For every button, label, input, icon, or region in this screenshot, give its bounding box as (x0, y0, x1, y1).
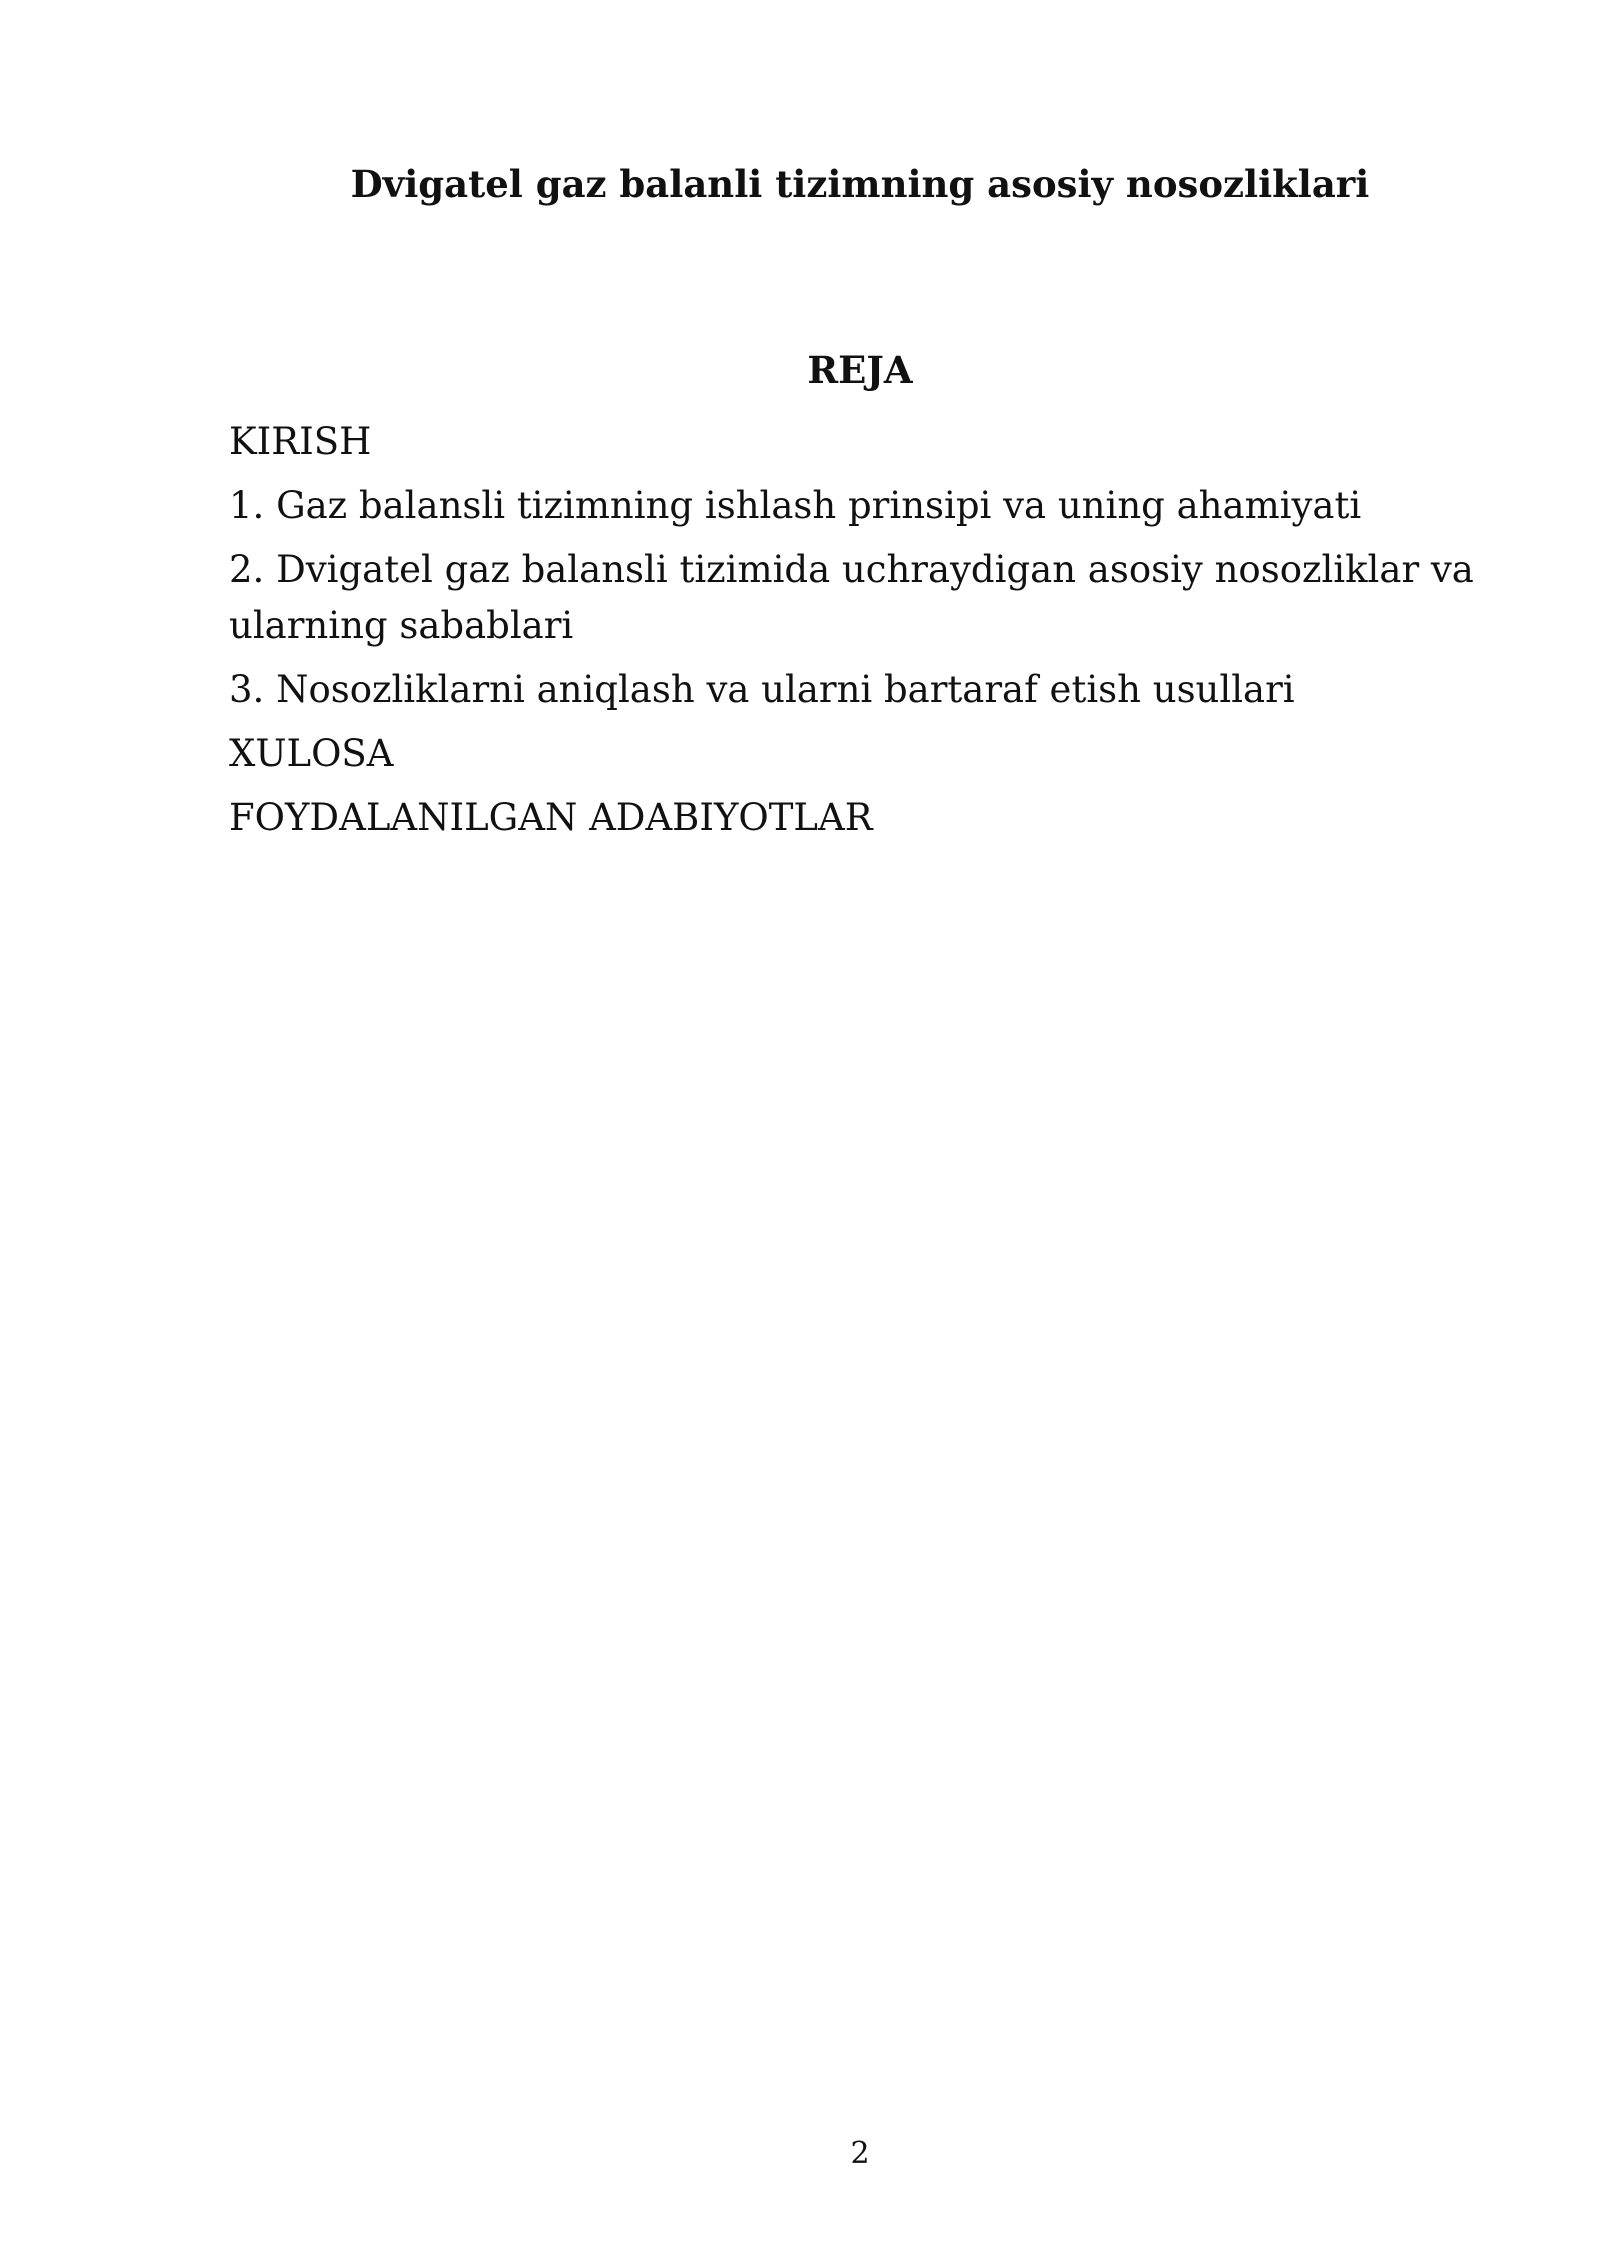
plan-list (229, 414, 1489, 854)
plan-item-references: FOYDALANILGAN ADABIYOTLAR (229, 796, 873, 839)
plan-item-conclusion: XULOSA (229, 732, 394, 775)
plan-heading: REJA (807, 348, 913, 392)
plan-item-2: 2. Dvigatel gaz balansli tizimida uchraydigan asosiy nosozliklar va ularning sabablari (229, 548, 1474, 647)
plan-item-introduction: KIRISH (229, 420, 372, 463)
page-number: 2 (850, 2136, 870, 2171)
plan-item-1: 1. Gaz balansli tizimning ishlash prinsipi va uning ahamiyati (229, 484, 1362, 527)
document-title: Dvigatel gaz balanli tizimning asosiy nosozliklari (350, 162, 1370, 206)
plan-item-3: 3. Nosozliklarni aniqlash va ularni bartaraf etish usullari (229, 668, 1295, 711)
